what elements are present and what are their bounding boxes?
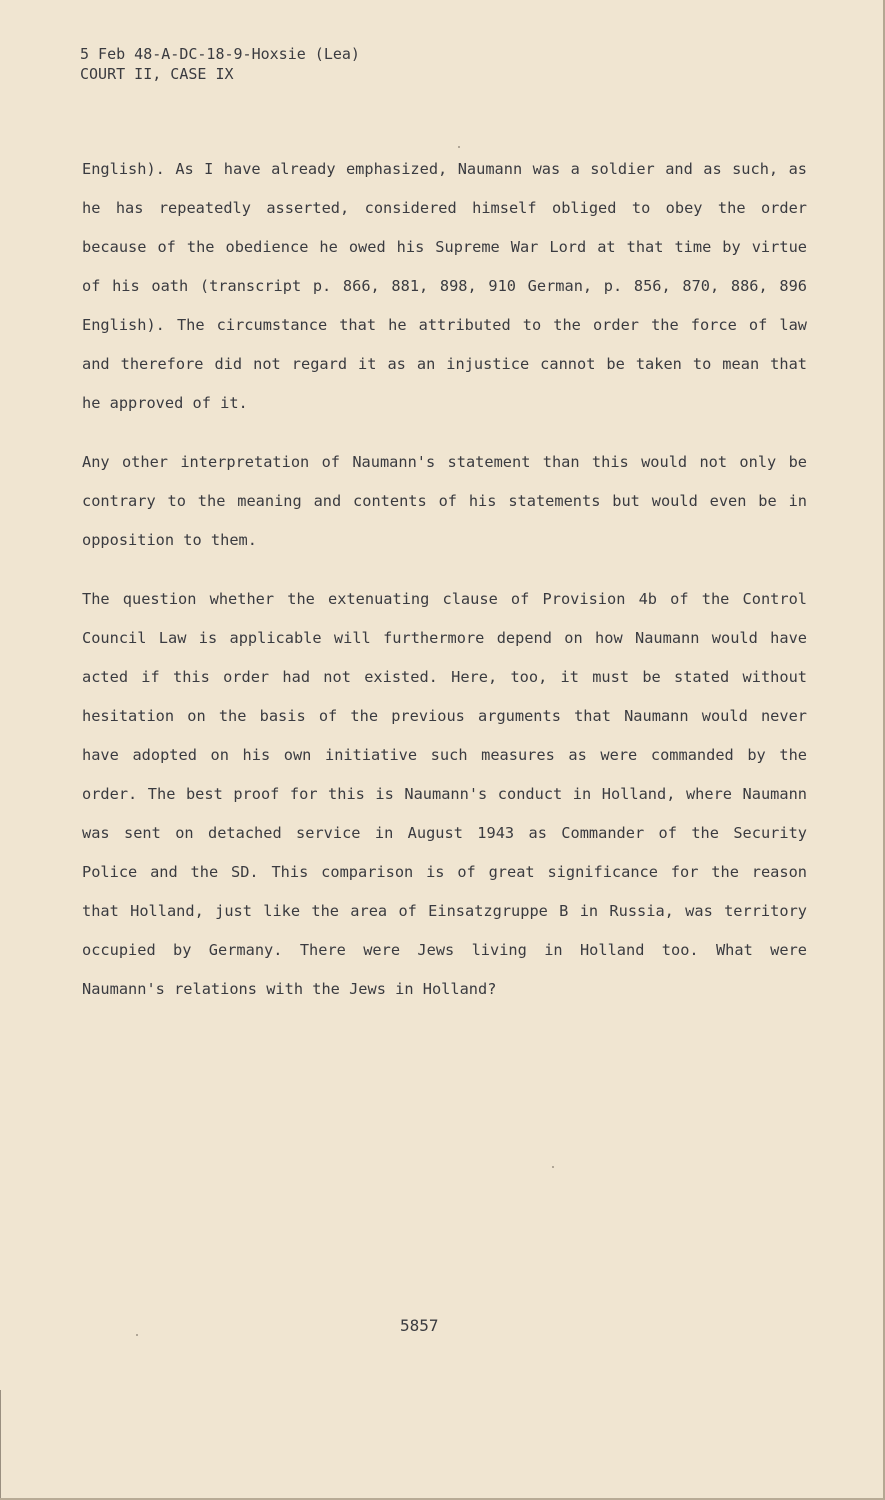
paper-speck xyxy=(458,146,460,148)
paragraph-3: The question whether the extenuating clause of Provision 4b of the Control Council Law is applicable will furthermore depend on how Naumann would have acted if this order had not existed. Here, too, it must be stated without hesitation on the basis of the previous arguments that Naumann would never have adopted on his own initiative such measures as were commanded by the order. The best proof for this is Naumann's conduct in Holland, where Naumann was sent on detached service in August 1943 as Commander of the Security Police and the SD. This comparison is of great significance for the reason that Holland, just like the area of Einsatzgruppe B in Russia, was territory occupied by Germany. There were Jews living in Holland too. What were Naumann's relations with the Jews in Holland? xyxy=(82,590,807,998)
page-number: 5857 xyxy=(400,1316,439,1335)
paper-speck xyxy=(552,1166,554,1168)
paper-edge-mark xyxy=(0,1390,11,1498)
header-date-reference: 5 Feb 48-A-DC-18-9-Hoxsie (Lea) xyxy=(80,45,360,63)
document-body xyxy=(82,150,807,1029)
document-header xyxy=(80,44,500,84)
paragraph-2: Any other interpretation of Naumann's statement than this would not only be contrary to the meaning and contents of his statements but would even be in opposition to them. xyxy=(82,453,807,549)
paragraph-1: English). As I have already emphasized, Naumann was a soldier and as such, as he has repeatedly asserted, considered himself obliged to obey the order because of the obedience he owed his Supreme War Lord at that time by virtue of his oath (transcript p. 866, 881, 898, 910 German, p. 856, 870, 886, 896 English). The circumstance that he attributed to the order the force of law and therefore did not regard it as an injustice cannot be taken to mean that he approved of it. xyxy=(82,160,807,412)
paper-speck xyxy=(136,1334,138,1336)
header-court-case: COURT II, CASE IX xyxy=(80,65,234,83)
